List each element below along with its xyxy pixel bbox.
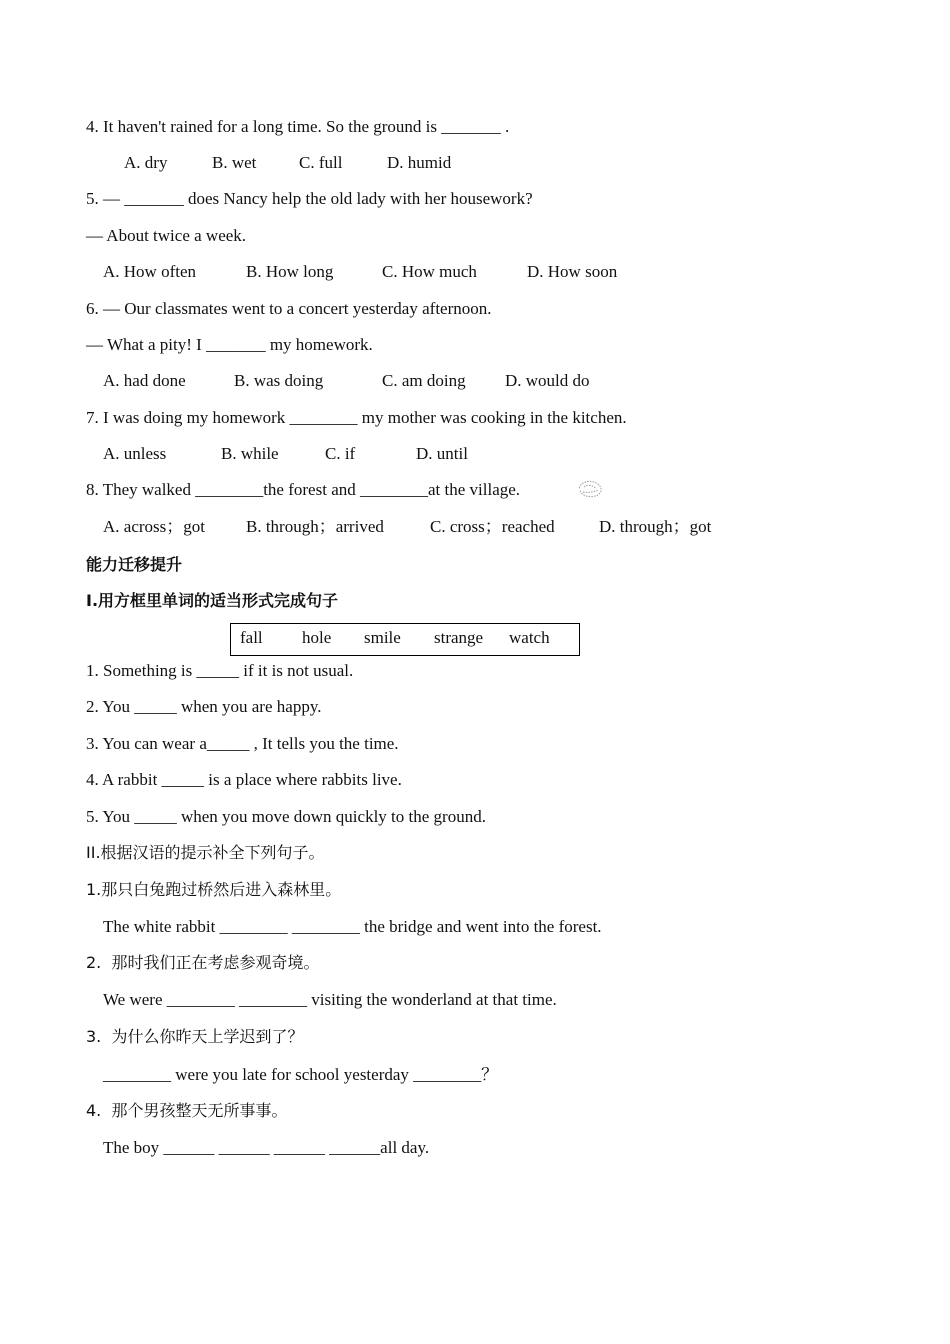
q4-option-d: D. humid [387,153,452,172]
word-bank-item: strange [434,628,484,647]
question-6-stem: 6. — Our classmates went to a concert yesterday afternoon. [86,299,492,318]
q6-option-b: B. was doing [234,371,324,390]
section-1-item: 4. A rabbit _____ is a place where rabbits live. [86,770,402,789]
word-bank-item: fall [240,628,263,647]
q4-option-c: C. full [299,153,343,172]
q7-option-a: A. unless [103,444,167,463]
section-1-title: I.用方框里单词的适当形式完成句子 [86,591,339,610]
word-bank-box [230,623,580,656]
q8-option-c: C. cross；reached [430,517,555,536]
scribble-mark-icon [576,478,606,500]
q7-option-d: D. until [416,444,468,463]
section-2-title: II.根据汉语的提示补全下列句子。 [86,843,325,862]
q6-option-a: A. had done [103,371,186,390]
q7-option-c: C. if [325,444,356,463]
section-heading: 能力迁移提升 [86,555,183,574]
q6-option-c: C. am doing [382,371,466,390]
q4-option-a: A. dry [124,153,168,172]
section-2-english-sentence: We were ________ ________ visiting the wonderland at that time. [103,990,557,1009]
q5-option-a: A. How often [103,262,197,281]
question-7-stem: 7. I was doing my homework ________ my mother was cooking in the kitchen. [86,408,627,427]
q8-option-a: A. across；got [103,517,205,536]
question-5-reply: — About twice a week. [86,226,247,245]
q7-option-b: B. while [221,444,279,463]
question-6-reply: — What a pity! I _______ my homework. [86,335,373,354]
word-bank-item: watch [509,628,550,647]
q8-option-b: B. through；arrived [246,517,384,536]
q5-option-b: B. How long [246,262,334,281]
word-bank-item: smile [364,628,401,647]
section-2-chinese-prompt: 2. 那时我们正在考虑参观奇境。 [86,953,320,972]
section-2-english-sentence: ________ were you late for school yesterday ________？ [103,1065,499,1084]
question-5-stem: 5. — _______ does Nancy help the old lady with her housework? [86,189,533,208]
q5-option-d: D. How soon [527,262,618,281]
q4-option-b: B. wet [212,153,257,172]
section-1-item: 1. Something is _____ if it is not usual. [86,661,354,680]
section-2-chinese-prompt: 3. 为什么你昨天上学迟到了？ [86,1027,304,1046]
section-1-item: 2. You _____ when you are happy. [86,697,322,716]
q8-option-d: D. through；got [599,517,712,536]
question-8-stem: 8. They walked ________the forest and ________at the village. [86,480,521,499]
section-2-english-sentence: The boy ______ ______ ______ ______all day. [103,1138,430,1157]
q6-option-d: D. would do [505,371,590,390]
section-1-item: 5. You _____ when you move down quickly to the ground. [86,807,486,826]
section-2-chinese-prompt: 4. 那个男孩整天无所事事。 [86,1101,288,1120]
section-1-item: 3. You can wear a_____ , It tells you the time. [86,734,399,753]
section-2-chinese-prompt: 1.那只白兔跑过桥然后进入森林里。 [86,880,342,899]
q5-option-c: C. How much [382,262,477,281]
word-bank-item: hole [302,628,332,647]
section-2-english-sentence: The white rabbit ________ ________ the bridge and went into the forest. [103,917,602,936]
question-4-stem: 4. It haven't rained for a long time. So the ground is _______ . [86,117,510,136]
